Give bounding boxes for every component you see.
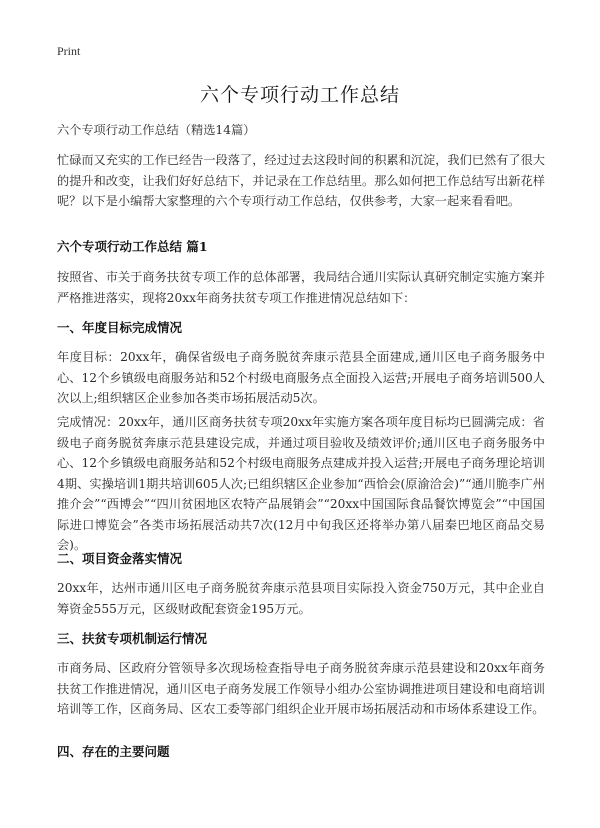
section-title: 六个专项行动工作总结 篇1	[57, 239, 208, 254]
print-link[interactable]: Print	[57, 44, 81, 58]
opening-paragraph: 按照省、市关于商务扶贫专项工作的总体部署，我局结合通川实际认真研究制定实施方案并严格推进落实，现将20xx年商务扶贫专项工作推进情况总结如下：	[57, 270, 545, 305]
heading-funds: 二、项目资金落实情况	[57, 551, 183, 566]
heading-problems: 四、存在的主要问题	[57, 744, 170, 759]
heading-annual-goals: 一、年度目标完成情况	[57, 320, 183, 335]
intro-paragraph: 忙碌而又充实的工作已经告一段落了，经过过去这段时间的积累和沉淀，我们已然有了很大的提升和改变，让我们好好总结下，并记录在工作总结里。那么如何把工作总结写出新花样呢？以下是小编帮大家整理的六个专项行动工作总结，仅供参考，大家一起来看看吧。	[57, 153, 545, 208]
document-subtitle: 六个专项行动工作总结（精选14篇）	[57, 123, 256, 137]
funds-paragraph: 20xx年，达州市通川区电子商务脱贫奔康示范县项目实际投入资金750万元，其中企业自筹资金555万元，区级财政配套资金195万元。	[57, 581, 545, 616]
goal-paragraph: 年度目标：20xx年，确保省级电子商务脱贫奔康示范县全面建成,通川区电子商务服务中心、12个乡镇级电商服务站和52个村级电商服务点全面投入运营;开展电子商务培训500人次以上;组织辖区企业参加各类市场拓展活动5次。	[57, 350, 545, 405]
mechanism-paragraph: 市商务局、区政府分管领导多次现场检查指导电子商务脱贫奔康示范县建设和20xx年商务扶贫工作推进情况，通川区电子商务发展工作领导小组办公室协调推进项目建设和电商培训培训等工作，区商务局、区农工委等部门组织企业开展市场拓展活动和市场体系建设工作。	[57, 661, 545, 716]
document-title: 六个专项行动工作总结	[199, 84, 400, 106]
completion-paragraph: 完成情况：20xx年，通川区商务扶贫专项20xx年实施方案各项年度目标均已圆满完成：省级电子商务脱贫奔康示范县建设完成，并通过项目验收及绩效评价;通川区电子商务服务中心、12个乡镇级电商服务站和52个村级电商服务点建成并投入运营;开展电子商务理论培训4期、实操培训1期共培训605人次;已组织辖区企业参加“西恰会(原渝洽会)”“通川脆李广州推介会”“西博会”“四川贫困地区农特产品展销会”“20xx中国国际食品餐饮博览会”“中国国际进口博览会”各类市场拓展活动共7次(12月中旬我区还将举办第八届秦巴地区商品交易会)。	[57, 415, 545, 552]
heading-mechanism: 三、扶贫专项机制运行情况	[57, 631, 208, 646]
